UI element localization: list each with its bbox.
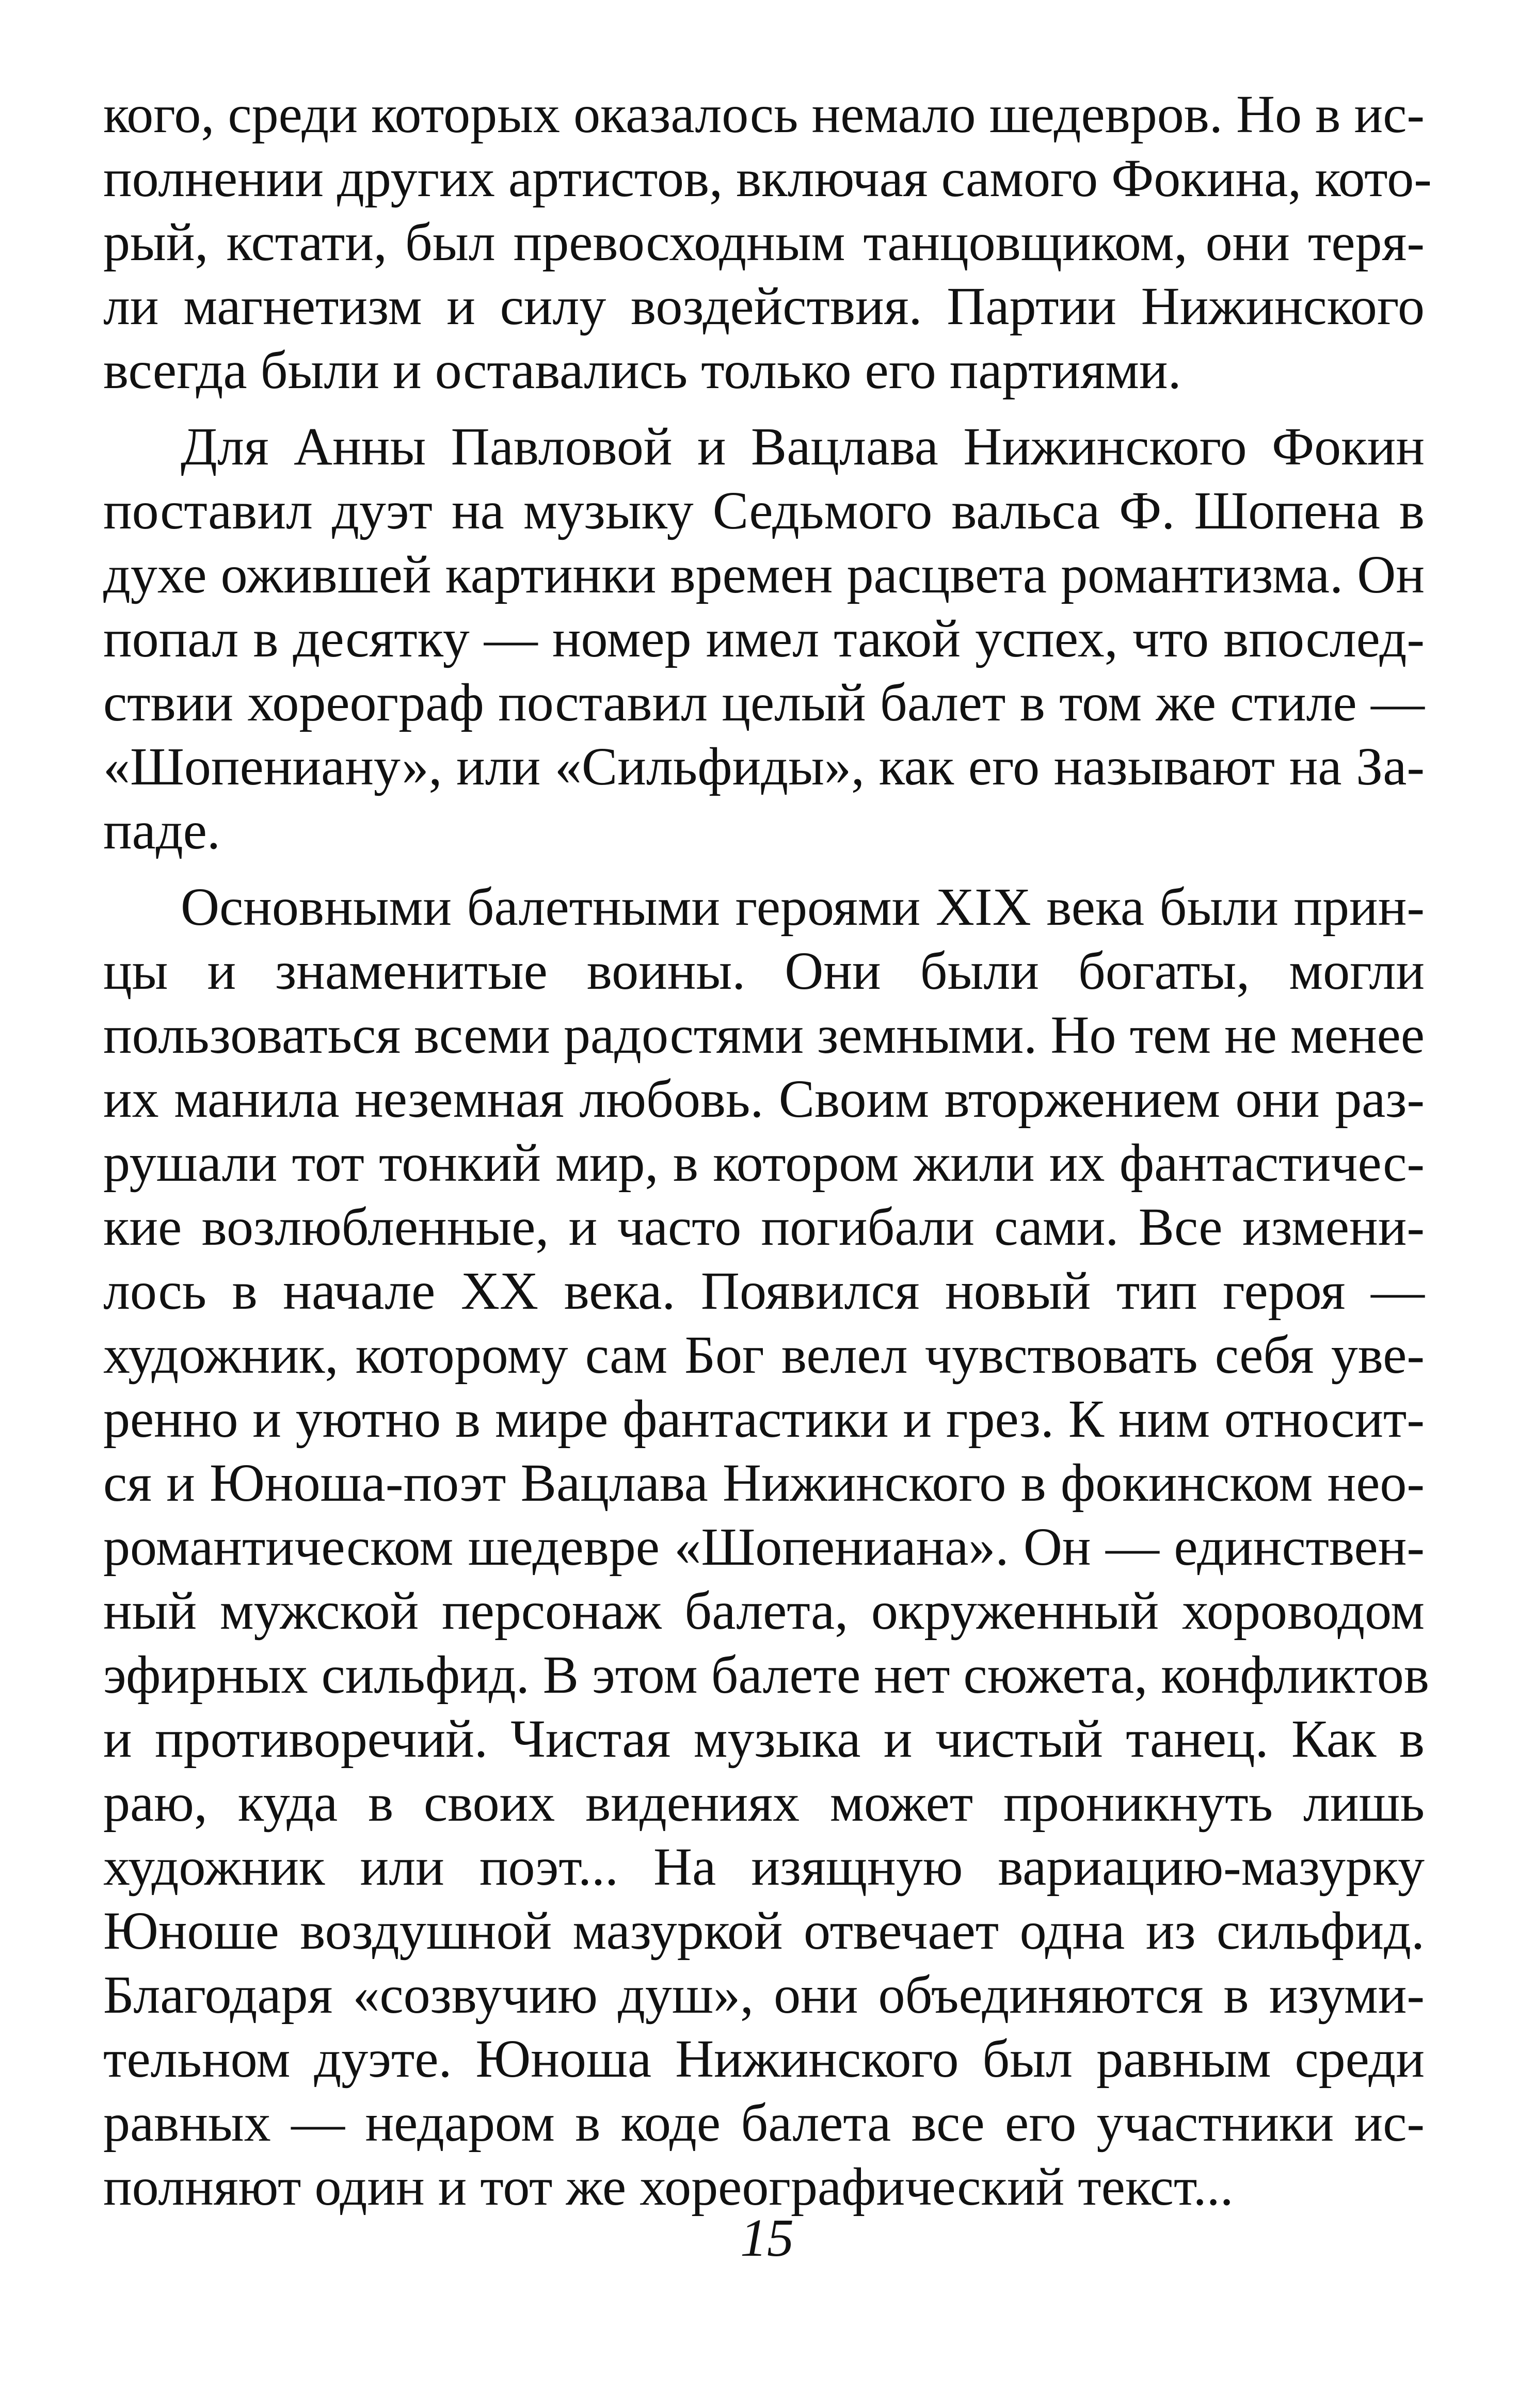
text-line: ный мужской персонаж балета, окруженный хороводом <box>103 1581 1425 1641</box>
text-line: паде. <box>103 801 220 860</box>
text-line: Благодаря «созвучию душ», они объединяются в изуми- <box>103 1965 1425 2025</box>
text-line: ся и Юноша-поэт Вацлава Нижинского в фокинском нео- <box>103 1453 1425 1513</box>
text-line: и противоречий. Чистая музыка и чистый танец. Как в <box>103 1709 1425 1769</box>
text-line: рый, кстати, был превосходным танцовщиком, они теря- <box>103 213 1425 272</box>
text-line: лось в начале XX века. Появился новый тип героя — <box>103 1261 1425 1321</box>
text-line: раю, куда в своих видениях может проникнуть лишь <box>103 1773 1425 1833</box>
page-number: 15 <box>740 2208 794 2268</box>
paragraph-2 <box>103 415 1425 863</box>
text-line: Юноше воздушной мазуркой отвечает одна из сильфид. <box>103 1901 1425 1961</box>
text-line: ствии хореограф поставил целый балет в том же стиле — <box>103 673 1425 732</box>
text-line: пользоваться всеми радостями земными. Но тем не менее <box>103 1005 1425 1065</box>
text-line: ренно и уютно в мире фантастики и грез. К ним относит- <box>103 1389 1425 1449</box>
text-line: их манила неземная любовь. Своим вторжением они раз- <box>103 1069 1425 1129</box>
text-line: духе ожившей картинки времен расцвета романтизма. Он <box>103 545 1425 604</box>
body-text <box>103 83 1432 2219</box>
text-line: Для Анны Павловой и Вацлава Нижинского Фокин <box>181 417 1425 476</box>
paragraph-3 <box>103 875 1429 2219</box>
text-line: «Шопениану», или «Сильфиды», как его называют на За- <box>103 737 1425 796</box>
text-line: полняют один и тот же хореографический текст... <box>103 2157 1234 2217</box>
text-line: всегда были и оставались только его партиями. <box>103 341 1181 400</box>
text-line: цы и знаменитые воины. Они были богаты, могли <box>103 941 1425 1001</box>
text-line: попал в десятку — номер имел такой успех, что впослед- <box>103 609 1425 668</box>
text-line: ли магнетизм и силу воздействия. Партии Нижинского <box>103 277 1425 336</box>
text-line: равных — недаром в коде балета все его участники ис- <box>103 2093 1425 2153</box>
text-line: романтическом шедевре «Шопениана». Он — единствен- <box>103 1517 1425 1577</box>
text-line: Основными балетными героями XIX века были прин- <box>181 877 1425 937</box>
text-line: кого, среди которых оказалось немало шедевров. Но в ис- <box>103 85 1425 144</box>
text-line: поставил дуэт на музыку Седьмого вальса Ф. Шопена в <box>103 481 1425 540</box>
text-line: рушали тот тонкий мир, в котором жили их фантастичес- <box>103 1133 1425 1193</box>
text-line: художник, которому сам Бог велел чувствовать себя уве- <box>103 1325 1425 1385</box>
paragraph-1 <box>103 83 1432 403</box>
text-line: художник или поэт... На изящную вариацию-мазурку <box>103 1837 1425 1897</box>
text-line: кие возлюбленные, и часто погибали сами. Все измени- <box>103 1197 1425 1257</box>
text-line: эфирных сильфид. В этом балете нет сюжета, конфликтов <box>103 1645 1429 1705</box>
text-line: тельном дуэте. Юноша Нижинского был равным среди <box>103 2029 1425 2089</box>
text-line: полнении других артистов, включая самого Фокина, кото- <box>103 149 1432 208</box>
